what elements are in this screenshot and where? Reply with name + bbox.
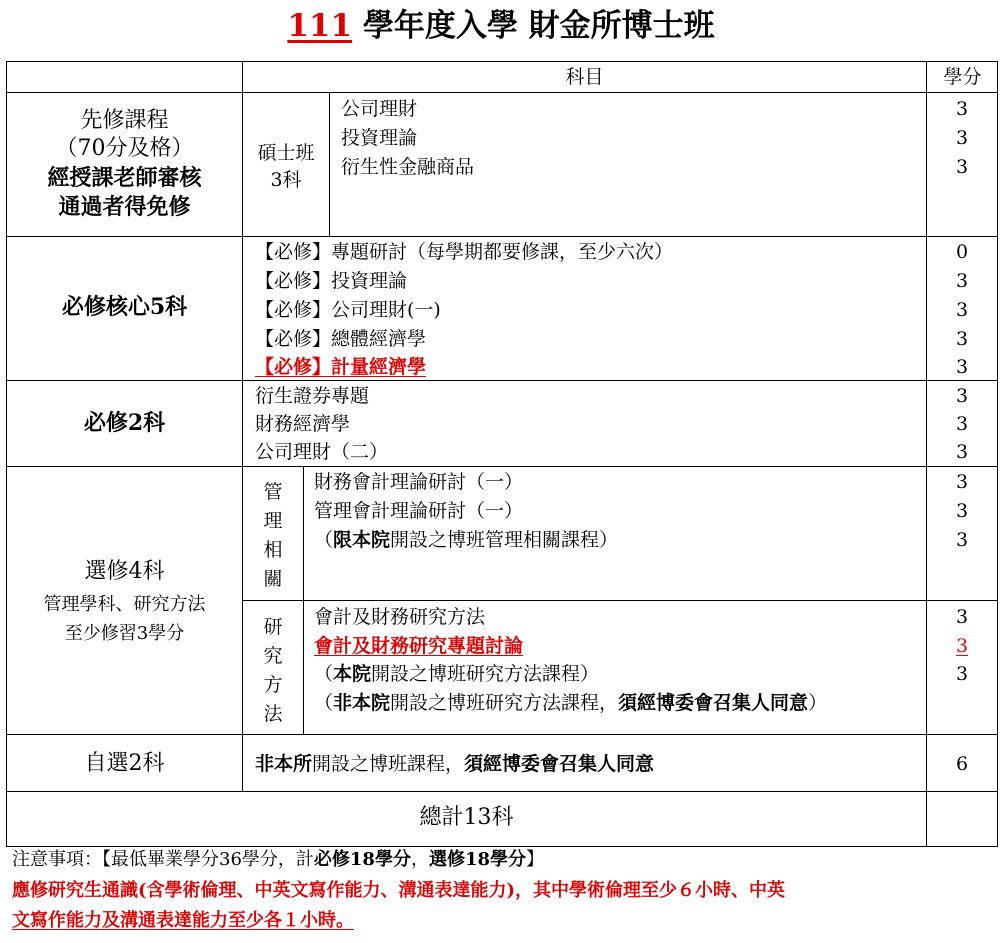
core-row [255,296,441,325]
research-side-char: 研 [263,616,283,638]
paren: ） [808,692,828,714]
notes-line-3: 文寫作能力及溝通表達能力至少各１小時。 [12,910,354,931]
credit-value-highlighted: 3 [955,635,969,657]
credit-value: 3 [955,156,969,178]
course-note [314,526,618,555]
col-divider [329,92,330,236]
course-name: 公司理財(一) [331,299,441,321]
row-divider [6,466,998,467]
core-row [255,267,407,296]
course-name: 投資理論 [331,270,408,292]
notes-line-2: 應修研究生通識(含學術倫理、中英文寫作能力、溝通表達能力)，其中學術倫理至少６小時、中英 [12,880,786,901]
paren: （ [314,663,334,685]
paren: （ [314,529,334,551]
course-name: 計量經濟學 [331,356,427,378]
course-name: 財務經濟學 [255,413,351,435]
required-tag: 【必修】 [255,299,332,321]
credit-value: 3 [955,500,969,522]
credit-value: 3 [955,356,969,378]
research-side-char: 法 [263,703,283,725]
course-name: 公司理財（二） [255,441,389,463]
prereq-label: 先修課程 [80,108,169,133]
course-note [314,660,599,689]
scope-emphasis: 非本院 [333,692,391,714]
mgmt-side-char: 理 [263,510,283,532]
course-name: 專題研討（每學期都要修課，至少六次） [331,241,674,263]
course-name: 會計及財務研究方法 [314,606,486,628]
research-side-char: 究 [263,645,283,667]
row-divider [6,791,998,792]
mgmt-side-char: 關 [263,568,283,590]
elective-label: 選修4科 [84,559,165,584]
course-name: 公司理財 [341,98,418,120]
masters-group-count: 3科 [270,169,302,191]
core-row [255,325,426,354]
row-divider [6,236,998,237]
credit-value: 0 [955,241,969,263]
row-divider [6,734,998,735]
title-year: 111 [287,8,353,44]
elective-note-1: 管理學科、研究方法 [43,594,206,615]
prereq-pass-score: （70分及格） [55,136,194,161]
note-text: ， [410,849,429,870]
credit-value: 3 [955,606,969,628]
note-text: 】 [526,849,545,870]
note-text: 開設之博班課程， [312,753,465,775]
approval-emphasis: 須經博委會召集人同意 [464,753,655,775]
scope-emphasis: 非本所 [255,753,313,775]
course-name: 投資理論 [341,127,418,149]
row-divider [6,380,998,381]
credit-value: 6 [955,753,969,775]
core-label: 必修核心5科 [61,294,188,320]
notes-line-1 [12,846,544,874]
research-side-char: 方 [263,674,283,696]
prereq-waiver-2: 通過者得免修 [58,194,191,220]
prereq-waiver-1: 經授課老師審核 [47,165,202,191]
paren: （ [314,692,334,714]
credit-value: 3 [955,529,969,551]
scope-emphasis: 本院 [333,663,372,685]
required-tag: 【必修】 [255,270,332,292]
credit-value: 3 [955,299,969,321]
required-tag: 【必修】 [255,328,332,350]
mgmt-side-char: 管 [263,481,283,503]
masters-group-label: 碩士班 [257,142,315,164]
free-elective-label: 自選2科 [84,751,165,776]
approval-emphasis: 須經博委會召集人同意 [618,692,809,714]
elective-note-2: 至少修習3學分 [64,623,185,644]
credit-value: 3 [955,98,969,120]
free-elective-text [255,750,654,779]
core-row [255,238,673,267]
course-name: 衍生證券專題 [255,385,370,407]
required-credits: 必修18學分 [313,849,411,870]
credit-value: 3 [955,441,969,463]
credit-value: 3 [955,328,969,350]
col-divider [303,466,304,734]
title-text: 學年度入學 財金所博士班 [352,8,715,44]
page-title [0,4,1002,48]
credit-value: 3 [955,385,969,407]
elective-credits: 選修18學分 [428,849,527,870]
row-divider [242,600,998,601]
course-name: 總體經濟學 [331,328,427,350]
scope-emphasis: 限本院 [333,529,391,551]
core-row-highlighted [255,353,426,382]
header-subject: 科目 [565,66,604,88]
credit-value: 3 [955,127,969,149]
note-text: 開設之博班研究方法課程） [371,663,600,685]
credit-value: 3 [955,413,969,435]
note-text: 開設之博班研究方法課程， [390,692,619,714]
credit-value: 3 [955,270,969,292]
required-tag: 【必修】 [255,241,332,263]
course-name: 管理會計理論研討（一） [314,500,524,522]
mgmt-side-char: 相 [263,539,283,561]
required-label: 必修2科 [83,410,166,436]
course-name: 衍生性金融商品 [341,156,475,178]
note-text: 開設之博班管理相關課程） [390,529,619,551]
total-label: 總計13科 [419,805,514,830]
credit-value: 3 [955,663,969,685]
course-name-highlighted: 會計及財務研究專題討論 [314,635,524,657]
required-tag: 【必修】 [255,356,332,378]
note-text: 注意事項：【最低畢業學分36學分，計 [12,849,314,870]
credit-value: 3 [955,471,969,493]
course-name: 財務會計理論研討（一） [314,471,524,493]
row-divider [6,92,998,93]
header-credits: 學分 [943,66,982,88]
course-note [314,689,827,718]
